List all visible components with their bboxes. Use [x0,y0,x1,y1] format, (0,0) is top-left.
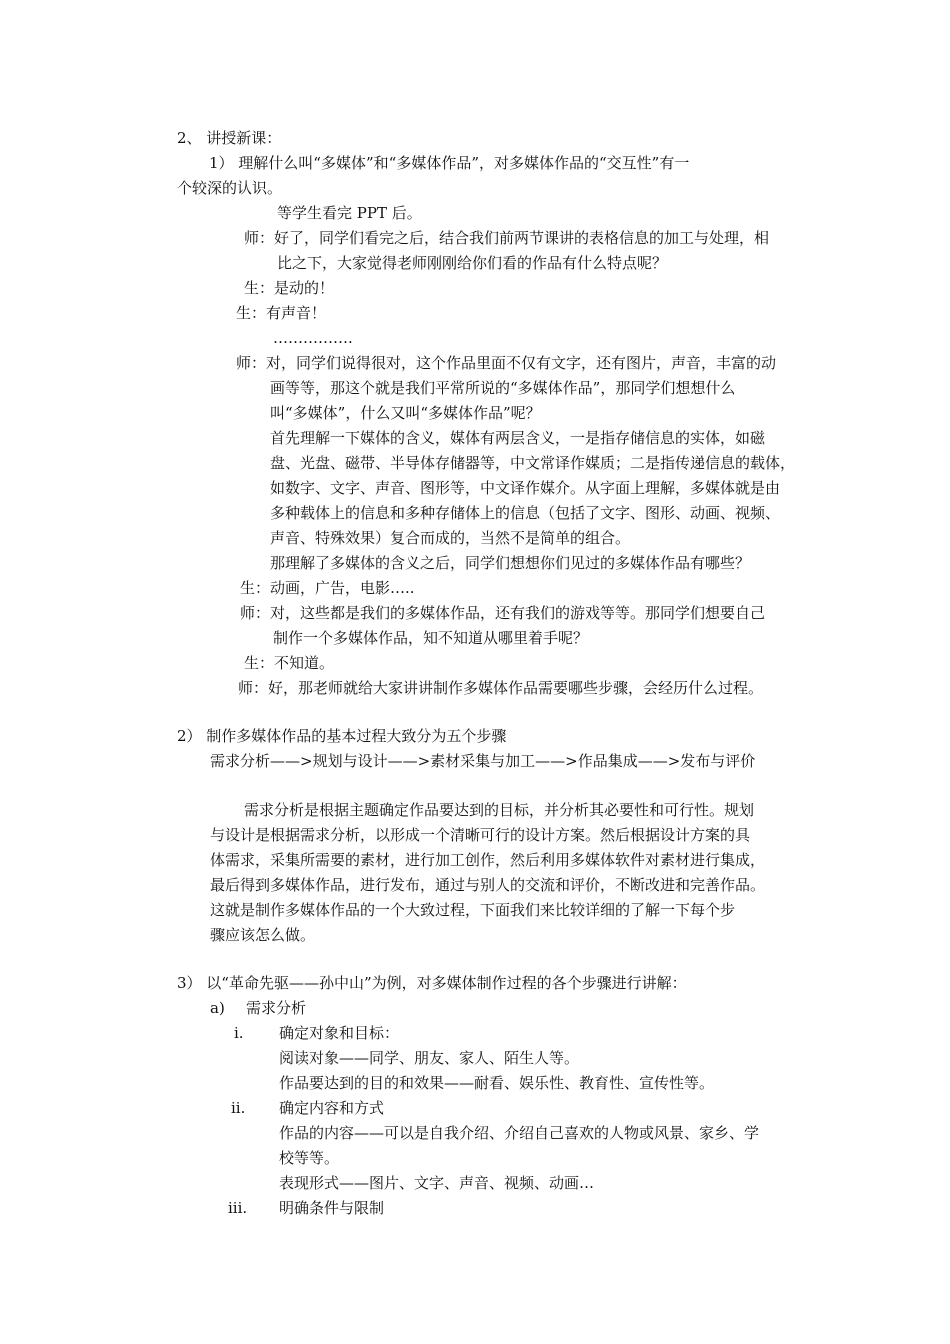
paragraph-line: 最后得到多媒体作品，进行发布，通过与别人的交流和评价，不断改进和完善作品。 [210,876,766,894]
dialogue-line: 生：不知道。 [244,654,335,672]
dialogue-line: 生：有声音！ [236,304,327,322]
list-item-title: 需求分析 [246,999,307,1017]
dialogue-line: 叫“多媒体”，什么又叫“多媒体作品”呢？ [270,404,541,422]
dialogue-line: 首先理解一下媒体的含义，媒体有两层含义，一是指存储信息的实体，如磁 [270,429,766,447]
dialogue-line: 制作一个多媒体作品，知不知道从哪里着手呢？ [273,629,589,647]
list-item-title: 确定内容和方式 [279,1099,385,1117]
dialogue-line: 如数字、文字、声音、图形等，中文译作媒介。从字面上理解，多媒体就是由 [270,479,781,497]
process-flow: 需求分析——>规划与设计——>素材采集与加工——>作品集成——>发布与评价 [210,752,756,770]
dialogue-line: 那理解了多媒体的含义之后，同学们想想你们见过的多媒体作品有哪些？ [270,554,751,572]
dialogue-line: 师：好，那老师就给大家讲讲制作多媒体作品需要哪些步骤，会经历什么过程。 [238,679,764,697]
dialogue-line: 多种载体上的信息和多种存储体上的信息（包括了文字、图形、动画、视频、 [270,504,781,522]
paragraph-line: 骤应该怎么做。 [210,926,316,944]
paragraph-line: 体需求，采集所需要的素材，进行加工创作，然后利用多媒体软件对素材进行集成， [210,851,766,869]
dialogue-line: 师：对，同学们说得很对，这个作品里面不仅有文字，还有图片，声音，丰富的动 [236,354,777,372]
ellipsis-line: ……………. [273,329,353,347]
list-item-text: 阅读对象——同学、朋友、家人、陌生人等。 [279,1049,580,1067]
paragraph-line: 这就是制作多媒体作品的一个大致过程，下面我们来比较详细的了解一下每个步 [210,901,736,919]
dialogue-line: 师：对，这些都是我们的多媒体作品，还有我们的游戏等等。那同学们想要自己 [240,604,766,622]
list-item-text: 表现形式——图片、文字、声音、视频、动画… [279,1174,595,1192]
text-line: 个较深的认识。 [177,179,283,197]
list-marker: ii. [231,1099,246,1117]
dialogue-line: 师：好了，同学们看完之后，结合我们前两节课讲的表格信息的加工与处理，相 [244,229,770,247]
paragraph-line: 与设计是根据需求分析，以形成一个清晰可行的设计方案。然后根据设计方案的具 [210,826,751,844]
dialogue-line: 画等等，那这个就是我们平常所说的“多媒体作品”，那同学们想想什么 [270,379,736,397]
list-marker: iii. [228,1199,248,1217]
list-marker: i. [234,1024,244,1042]
subsection-heading: 2） 制作多媒体作品的基本过程大致分为五个步骤 [177,727,507,745]
paragraph-line: 需求分析是根据主题确定作品要达到的目标，并分析其必要性和可行性。规划 [244,801,755,819]
dialogue-line: 生：动画，广告，电影….. [240,579,415,597]
text-line: 等学生看完 PPT 后。 [277,204,422,222]
list-item-text: 作品要达到的目的和效果——耐看、娱乐性、教育性、宣传性等。 [279,1074,715,1092]
list-marker: a) [210,999,225,1017]
list-item-title: 确定对象和目标： [279,1024,400,1042]
dialogue-line: 比之下，大家觉得老师刚刚给你们看的作品有什么特点呢？ [277,254,668,272]
list-item-text: 作品的内容——可以是自我介绍、介绍自己喜欢的人物或风景、家乡、学 [279,1124,760,1142]
dialogue-line: 声音、特殊效果）复合而成的，当然不是简单的组合。 [270,529,631,547]
subsection-heading: 1） 理解什么叫“多媒体”和“多媒体作品”，对多媒体作品的“交互性”有一 [209,154,690,172]
dialogue-line: 生：是动的！ [244,279,335,297]
list-item-text: 校等等。 [279,1149,340,1167]
section-heading: 2、 讲授新课： [177,129,282,147]
subsection-heading: 3） 以“革命先驱——孙中山”为例，对多媒体制作过程的各个步骤进行讲解： [177,974,687,992]
list-item-title: 明确条件与限制 [279,1199,385,1217]
dialogue-line: 盘、光盘、磁带、半导体存储器等，中文常译作媒质；二是指传递信息的载体， [270,454,796,472]
